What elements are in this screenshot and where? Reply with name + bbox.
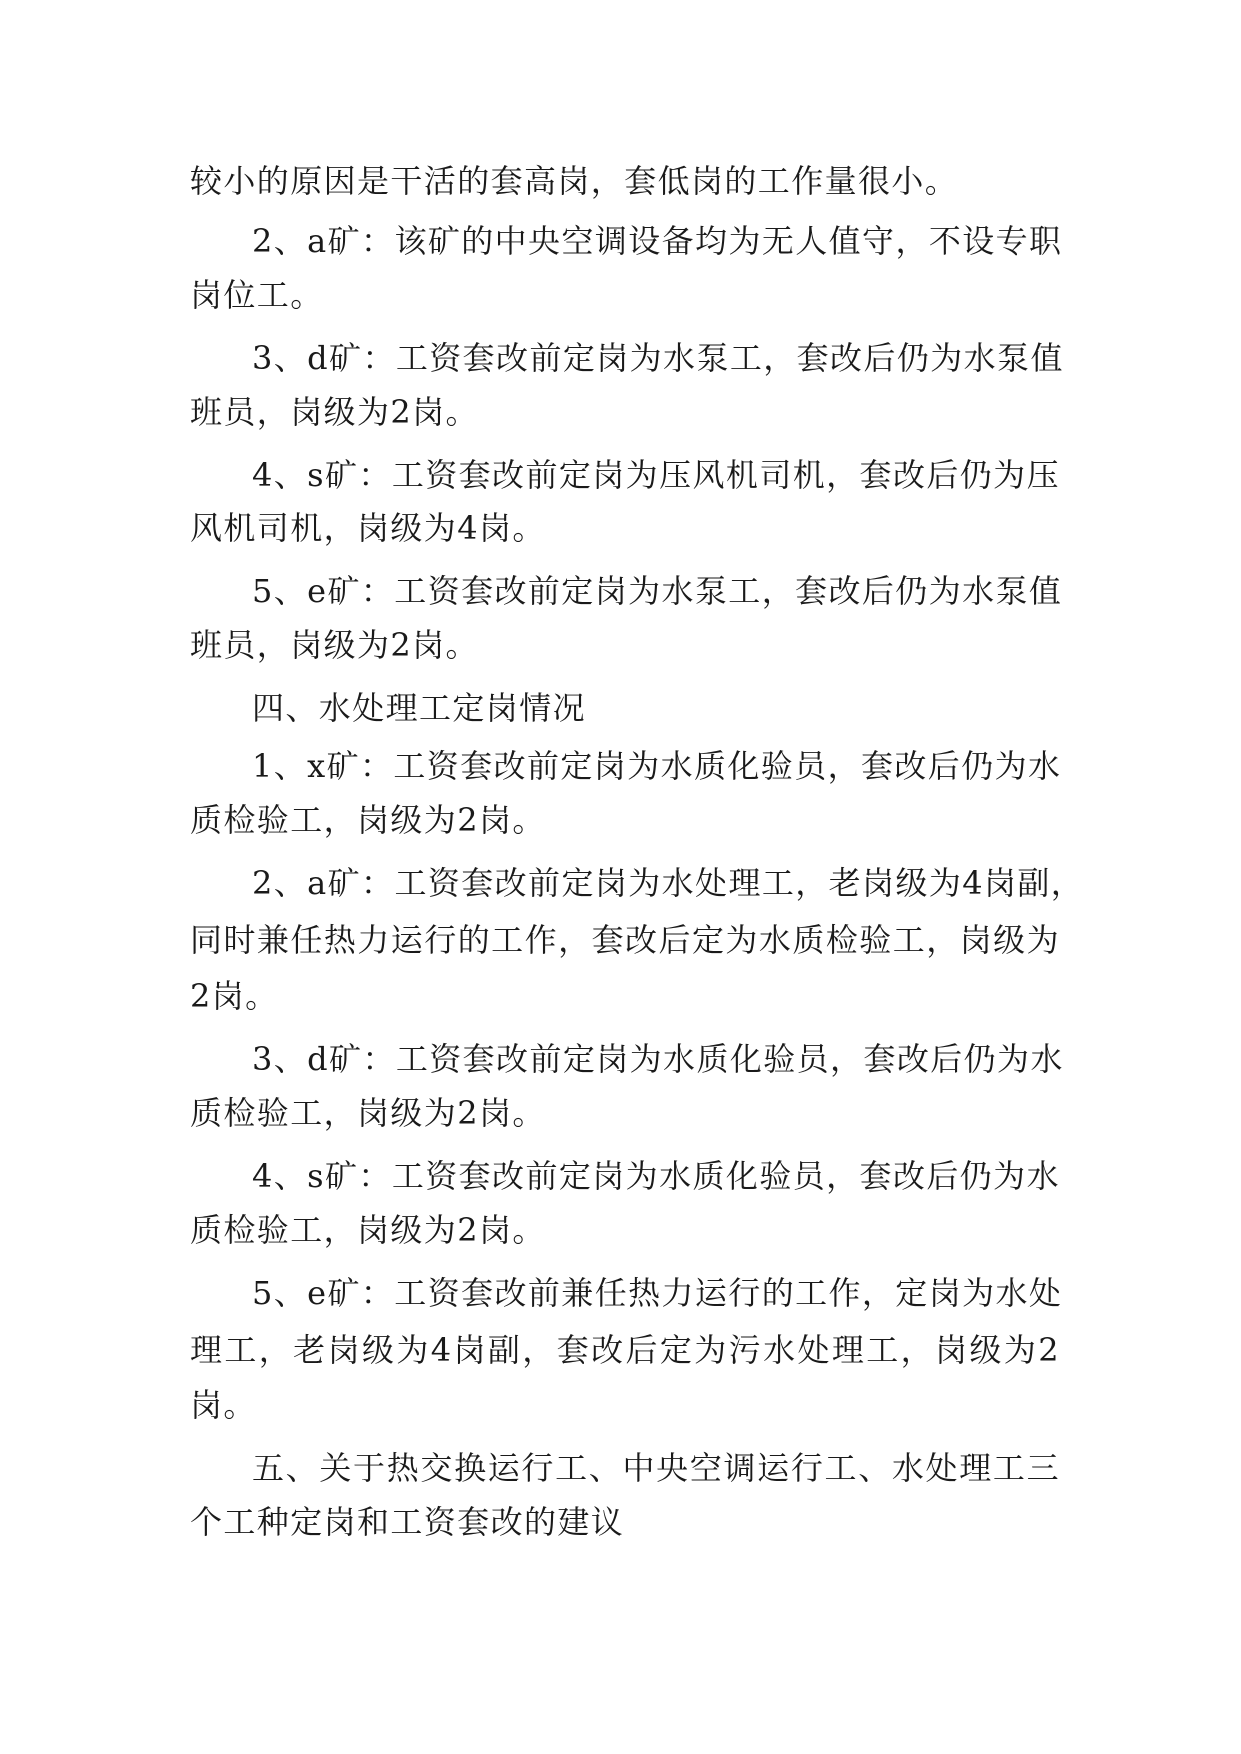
paragraph-line: 质检验工，岗级为2岗。 [190, 1094, 546, 1132]
paragraph-line: 1、x矿：工资套改前定岗为水质化验员，套改后仍为水 [252, 747, 1062, 785]
paragraph-line: 质检验工，岗级为2岗。 [190, 801, 546, 839]
paragraph-line: 2岗。 [190, 977, 279, 1015]
section-heading: 四、水处理工定岗情况 [252, 689, 587, 727]
paragraph-line: 3、d矿：工资套改前定岗为水泵工，套改后仍为水泵值 [252, 339, 1064, 377]
paragraph-line: 5、e矿：工资套改前定岗为水泵工，套改后仍为水泵值 [252, 572, 1063, 610]
paragraph-line: 风机司机，岗级为4岗。 [190, 509, 546, 547]
paragraph-line: 同时兼任热力运行的工作，套改后定为水质检验工，岗级为 [190, 921, 1060, 959]
paragraph-line: 2、a矿：工资套改前定岗为水处理工，老岗级为4岗副， [252, 864, 1085, 902]
paragraph-line: 较小的原因是干活的套高岗，套低岗的工作量很小。 [190, 162, 959, 200]
paragraph-line: 4、s矿：工资套改前定岗为压风机司机，套改后仍为压 [252, 456, 1060, 494]
paragraph-line: 4、s矿：工资套改前定岗为水质化验员，套改后仍为水 [252, 1157, 1060, 1195]
paragraph-line: 3、d矿：工资套改前定岗为水质化验员，套改后仍为水 [252, 1040, 1064, 1078]
section-heading: 个工种定岗和工资套改的建议 [190, 1503, 625, 1541]
section-heading: 五、关于热交换运行工、中央空调运行工、水处理工三 [252, 1449, 1060, 1487]
paragraph-line: 质检验工，岗级为2岗。 [190, 1211, 546, 1249]
paragraph-line: 5、e矿：工资套改前兼任热力运行的工作，定岗为水处 [252, 1274, 1063, 1312]
paragraph-line: 岗位工。 [190, 276, 324, 314]
paragraph-line: 岗。 [190, 1386, 257, 1424]
paragraph-line: 班员，岗级为2岗。 [190, 626, 479, 664]
paragraph-line: 理工，老岗级为4岗副，套改后定为污水处理工，岗级为2 [190, 1331, 1060, 1369]
paragraph-line: 2、a矿：该矿的中央空调设备均为无人值守，不设专职 [252, 222, 1063, 260]
paragraph-line: 班员，岗级为2岗。 [190, 393, 479, 431]
